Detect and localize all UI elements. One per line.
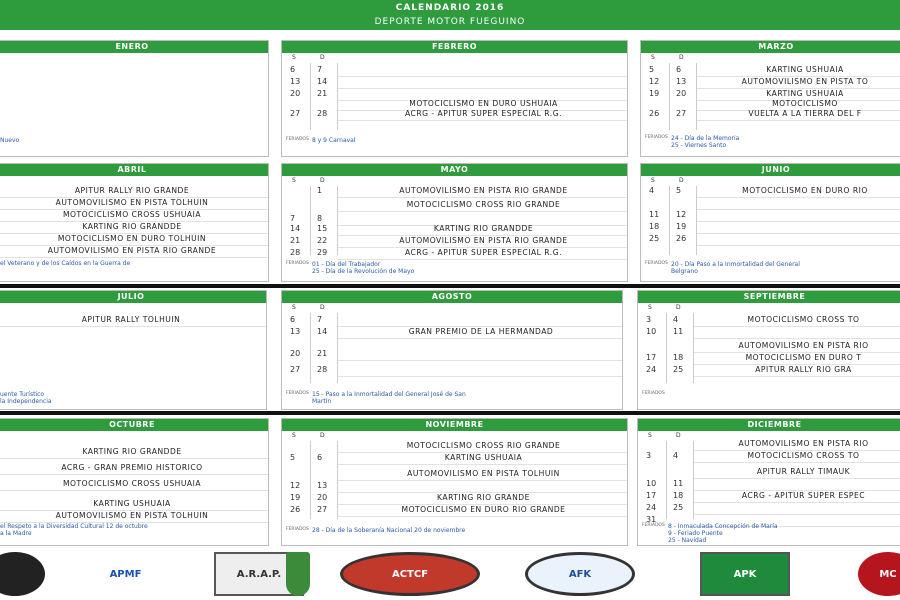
holiday-note: 20 - Día Paso a la Inmortalidad del General [671, 261, 800, 268]
saturday-date: 6 [290, 315, 296, 324]
col-d-label: D [676, 432, 681, 439]
row-divider [694, 338, 900, 339]
saturday-date: 12 [290, 481, 301, 490]
row-divider [338, 360, 622, 361]
holiday-note: Martín [312, 398, 332, 405]
feriados-label: FERIADOS [286, 261, 309, 266]
row-divider [338, 197, 627, 198]
event-name: MOTOCICLISMO EN DURO USHUAIA [409, 99, 558, 108]
event-name: ACRG - GRAN PREMIO HISTORICO [61, 463, 203, 472]
month-mayo [281, 163, 628, 282]
event-name: KARTING USHUAIA [766, 65, 844, 74]
sponsor-logo-1 [0, 552, 45, 596]
event-name: KARTING USHUAIA [93, 499, 171, 508]
event-name: KARTING USHUAIA [444, 453, 523, 462]
month-diciembre [637, 418, 900, 546]
sunday-date: 21 [317, 89, 328, 98]
sponsor-logo-4 [286, 552, 310, 596]
event-name: MOTOCICLISMO [772, 99, 838, 108]
event-name: APITUR RALLY RIO GRANDE [74, 186, 190, 195]
holiday-note: Nuevo [0, 137, 20, 144]
event-name: KARTING USHUAIA [766, 89, 844, 98]
saturday-date: 6 [290, 65, 296, 74]
saturday-date: 13 [290, 77, 301, 86]
sunday-date: 28 [317, 365, 328, 374]
month-julio [0, 290, 267, 410]
saturday-date: 17 [646, 353, 657, 362]
col-s-label: S [292, 432, 296, 439]
event-name: KARTING RIO GRANDDE [82, 222, 182, 231]
sunday-date: 11 [673, 327, 684, 336]
sunday-date: 25 [673, 503, 684, 512]
sunday-date: 4 [673, 451, 679, 460]
sd-header [641, 53, 900, 63]
saturday-date: 5 [649, 65, 655, 74]
row-divider [0, 458, 268, 459]
holiday-note: 25 - Viernes Santo [671, 142, 727, 149]
saturday-date: 26 [290, 505, 301, 514]
event-name: AUTOMOVILISMO EN PISTA TO [741, 77, 869, 86]
sunday-date: 14 [317, 327, 328, 336]
sponsor-logos [0, 548, 900, 600]
holiday-note: uente Turístico [0, 391, 45, 398]
sunday-date: 26 [676, 234, 687, 243]
col-d-label: D [679, 54, 684, 61]
sunday-date: 5 [676, 186, 682, 195]
holiday-note: 8 - Inmaculada Concepción de María [668, 523, 778, 530]
sponsor-logo-3: A.R.A.P. [214, 552, 304, 596]
saturday-date: 17 [646, 491, 657, 500]
row-divider [697, 245, 900, 246]
saturday-date: 19 [649, 89, 660, 98]
calendar-title: CALENDARIO 2016 [395, 3, 505, 13]
holiday-note: 9 - Feriado Puente [668, 530, 723, 537]
sunday-date: 21 [317, 349, 328, 358]
event-name: VUELTA A LA TIERRA DEL F [748, 109, 862, 118]
col-s-label: S [648, 304, 652, 311]
col-d-label: D [320, 304, 325, 311]
sunday-date: 19 [676, 222, 687, 231]
event-name: APITUR RALLY TOLHUIN [81, 315, 181, 324]
sunday-date: 27 [317, 505, 328, 514]
sd-header [282, 431, 627, 441]
month-title: FEBRERO [282, 41, 627, 53]
event-name: AUTOMOVILISMO EN PISTA RIO GRANDE [47, 246, 217, 255]
saturday-date: 28 [290, 248, 301, 257]
month-noviembre [281, 418, 628, 546]
event-name: APITUR RALLY TIMAUK [756, 467, 851, 476]
sunday-date: 25 [673, 365, 684, 374]
sd-header [638, 303, 900, 313]
sunday-date: 1 [317, 186, 323, 195]
holiday-note: 15 - Paso a la Inmortalidad del General José de San [312, 391, 466, 398]
feriados-label: FERIADOS [642, 523, 665, 528]
event-name: MOTOCICLISMO CROSS RIO GRANDE [406, 441, 561, 450]
sunday-date: 11 [673, 479, 684, 488]
sunday-date: 14 [317, 77, 328, 86]
row-divider [338, 464, 627, 465]
month-agosto [281, 290, 623, 410]
sunday-date: 29 [317, 248, 328, 257]
holiday-note: 28 - Día de la Soberanía Nacional 20 de noviembre [312, 527, 466, 534]
saturday-date: 27 [290, 109, 301, 118]
event-name: AUTOMOVILISMO EN PISTA TOLHUIN [407, 469, 560, 478]
row-divider [338, 516, 627, 517]
month-title: JUNIO [641, 164, 900, 176]
saturday-date: 20 [290, 89, 301, 98]
event-name: GRAN PREMIO DE LA HERMANDAD [408, 327, 554, 336]
saturday-date: 11 [649, 210, 660, 219]
month-title: NOVIEMBRE [282, 419, 627, 431]
col-d-label: D [676, 304, 681, 311]
holiday-note: 24 - Día de la Memoria [671, 135, 740, 142]
event-name: AUTOMOVILISMO EN PISTA TOLHUIN [55, 511, 209, 520]
col-s-label: S [651, 54, 655, 61]
row-divider [338, 376, 622, 377]
saturday-date: 19 [290, 493, 301, 502]
saturday-date: 3 [646, 451, 652, 460]
row-divider [338, 211, 627, 212]
sponsor-logo-6: AFK [525, 552, 635, 596]
saturday-date: 31 [646, 515, 657, 524]
event-name: AUTOMOVILISMO EN PISTA RIO GRANDE [399, 236, 568, 245]
row-divider [694, 462, 900, 463]
col-d-label: D [320, 432, 325, 439]
sunday-date: 18 [673, 353, 684, 362]
saturday-date: 12 [649, 77, 660, 86]
saturday-date: 10 [646, 479, 657, 488]
saturday-date: 3 [646, 315, 652, 324]
row-divider [0, 474, 268, 475]
holiday-note: el Respeto a la Diversidad Cultural 12 de octubre [0, 523, 148, 530]
event-name: MOTOCICLISMO EN DURO TOLHUIN [57, 234, 207, 243]
month-abril [0, 163, 269, 282]
saturday-date: 7 [290, 214, 296, 223]
row-separator-1 [0, 284, 900, 288]
sponsor-logo-5: ACTCF [340, 552, 480, 596]
sunday-date: 12 [676, 210, 687, 219]
feriados-label: FERIADOS [642, 391, 665, 396]
calendar-subtitle: DEPORTE MOTOR FUEGUINO [374, 17, 526, 27]
month-febrero [281, 40, 628, 157]
sunday-date: 20 [676, 89, 687, 98]
holiday-note: 01 - Día del Trabajador [312, 261, 381, 268]
event-name: MOTOCICLISMO CROSS TO [747, 451, 860, 460]
holiday-note: 25 - Navidad [668, 537, 707, 544]
month-title: MAYO [282, 164, 627, 176]
month-title: ABRIL [0, 164, 268, 176]
event-name: AUTOMOVILISMO EN PISTA RIO GRANDE [399, 186, 568, 195]
col-s-label: S [292, 304, 296, 311]
sunday-date: 18 [673, 491, 684, 500]
feriados-label: FERIADOS [286, 527, 309, 532]
holiday-note: Belgrano [671, 268, 698, 275]
col-s-label: S [292, 54, 296, 61]
sunday-date: 7 [317, 315, 323, 324]
sunday-date: 27 [676, 109, 687, 118]
sunday-date: 7 [317, 65, 323, 74]
sunday-date: 28 [317, 109, 328, 118]
month-enero [0, 40, 269, 157]
saturday-date: 10 [646, 327, 657, 336]
holiday-note: a la Madre [0, 530, 32, 537]
saturday-date: 18 [649, 222, 660, 231]
sd-header [641, 176, 900, 186]
sunday-date: 13 [317, 481, 328, 490]
feriados-label: FERIADOS [286, 137, 309, 142]
row-divider [697, 120, 900, 121]
event-name: ACRG - APITUR SUPER ESPECIAL R.G. [404, 248, 563, 257]
event-name: MOTOCICLISMO EN DURO RIO GRANDE [401, 505, 566, 514]
sunday-date: 15 [317, 224, 328, 233]
saturday-date: 25 [649, 234, 660, 243]
col-d-label: D [320, 177, 325, 184]
row-divider [338, 259, 627, 260]
saturday-date: 26 [649, 109, 660, 118]
event-name: MOTOCICLISMO CROSS USHUAIA [62, 479, 202, 488]
row-separator-2 [0, 411, 900, 415]
saturday-date: 24 [646, 503, 657, 512]
month-title: MARZO [641, 41, 900, 53]
sunday-date: 6 [317, 453, 323, 462]
saturday-date: 4 [649, 186, 655, 195]
row-divider [694, 376, 900, 377]
sd-header [282, 176, 627, 186]
event-name: MOTOCICLISMO CROSS TO [747, 315, 860, 324]
row-divider [338, 338, 622, 339]
col-d-label: D [320, 54, 325, 61]
saturday-date: 24 [646, 365, 657, 374]
col-s-label: S [292, 177, 296, 184]
month-title: DICIEMBRE [638, 419, 900, 431]
event-name: MOTOCICLISMO CROSS USHUAIA [62, 210, 202, 219]
event-name: AUTOMOVILISMO EN PISTA RIO [738, 439, 869, 448]
sd-header [282, 303, 622, 313]
sponsor-logo-8: MC [858, 552, 900, 596]
holiday-note: 25 - Día de la Revolución de Mayo [312, 268, 415, 275]
month-septiembre [637, 290, 900, 410]
event-name: KARTING RIO GRANDDE [82, 447, 182, 456]
sunday-date: 13 [676, 77, 687, 86]
month-title: SEPTIEMBRE [638, 291, 900, 303]
saturday-date: 13 [290, 327, 301, 336]
feriados-label: FERIADOS [645, 261, 668, 266]
sunday-date: 22 [317, 236, 328, 245]
event-name: AUTOMOVILISMO EN PISTA TOLHUIN [55, 198, 209, 207]
sponsor-logo-7: APK [700, 552, 790, 596]
holiday-note: la Independencia [0, 398, 52, 405]
col-s-label: S [648, 432, 652, 439]
row-divider [0, 326, 266, 327]
month-title: JULIO [0, 291, 266, 303]
sunday-date: 20 [317, 493, 328, 502]
col-s-label: S [651, 177, 655, 184]
month-title: OCTUBRE [0, 419, 268, 431]
event-name: KARTING RIO GRANDE [437, 493, 530, 502]
event-name: KARTING RIO GRANDDE [433, 224, 534, 233]
event-name: AUTOMOVILISMO EN PISTA RIO [738, 341, 869, 350]
event-name: MOTOCICLISMO EN DURO RIO [742, 186, 868, 195]
event-name: APITUR RALLY RIO GRA [755, 365, 852, 374]
feriados-label: FERIADOS [645, 135, 668, 140]
event-name: ACRG - APITUR SUPER ESPECIAL R.G. [404, 109, 563, 118]
sunday-date: 6 [676, 65, 682, 74]
saturday-date: 5 [290, 453, 296, 462]
sunday-date: 8 [317, 214, 323, 223]
feriados-label: FERIADOS [286, 391, 309, 396]
calendar-header [0, 0, 900, 30]
holiday-note: el Veterano y de los Caídos en la Guerra de [0, 260, 131, 267]
month-title: ENERO [0, 41, 268, 53]
row-divider [338, 120, 627, 121]
month-octubre [0, 418, 269, 546]
saturday-date: 27 [290, 365, 301, 374]
row-divider [0, 257, 268, 258]
event-name: MOTOCICLISMO CROSS RIO GRANDE [406, 200, 561, 209]
saturday-date: 21 [290, 236, 301, 245]
holiday-note: 8 y 9 Carnaval [312, 137, 356, 144]
month-title: AGOSTO [282, 291, 622, 303]
month-junio [640, 163, 900, 282]
event-name: ACRG - APITUR SUPER ESPEC [741, 491, 866, 500]
col-d-label: D [679, 177, 684, 184]
sunday-date: 4 [673, 315, 679, 324]
event-name: MOTOCICLISMO EN DURO T [745, 353, 862, 362]
sd-header [282, 53, 627, 63]
sponsor-logo-2: APMF [78, 552, 173, 596]
row-divider [0, 490, 268, 491]
saturday-date: 14 [290, 224, 301, 233]
month-marzo [640, 40, 900, 157]
saturday-date: 20 [290, 349, 301, 358]
